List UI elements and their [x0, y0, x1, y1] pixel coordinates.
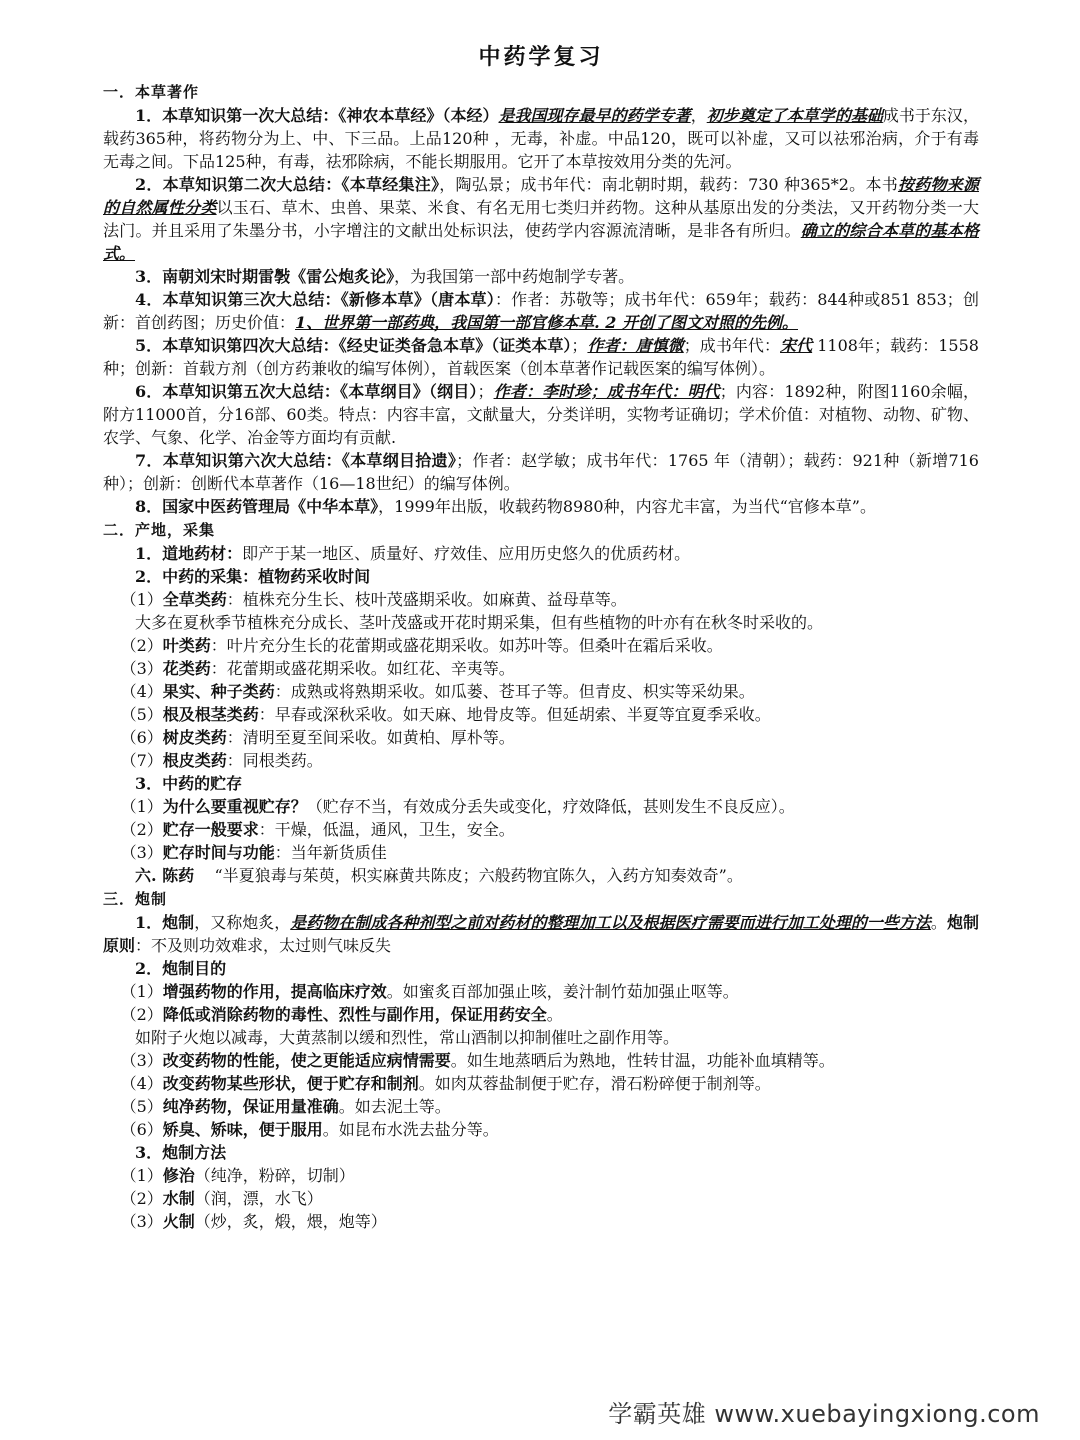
- paragraph-harvest-note: 大多在夏秋季节植株充分成长、茎叶茂盛或开花时期采集，但有些植物的叶亦有在秋冬时采收的。: [135, 613, 824, 632]
- list-item-method-1: （1）修治（纯净，粉碎，切制）: [120, 1166, 355, 1185]
- section-heading-2: 二．产地，采集: [103, 521, 216, 539]
- paragraph-1-1: 1．本草知识第一次大总结：《神农本草经》（本经）是我国现存最早的药学专著，初步奠定了本草学的基础成书于东汉，载药365种，将药物分为上、中、下三品。上品120种 ，无毒，补虚。中品120，既可以补虚，又可以祛邪治病，介于有毒无毒之间。下品125种，有毒，祛邪除病，不能长期服用。它开了本草按效用分类的先河。: [103, 106, 979, 171]
- list-item-method-2: （2）水制（润，漂，水飞）: [120, 1189, 323, 1208]
- list-item-storage-1: （1）为什么要重视贮存？（贮存不当，有效成分丢失或变化，疗效降低，甚则发生不良反应）。: [120, 797, 795, 816]
- list-item-purpose-4: （4）改变药物某些形状，便于贮存和制剂。如肉苁蓉盐制便于贮存，滑石粉碎便于制剂等。: [120, 1074, 771, 1093]
- document-body: [103, 80, 979, 1233]
- paragraph-purpose-note: 如附子火炮以减毒，大黄蒸制以缓和烈性，常山酒制以抑制催吐之副作用等。: [135, 1028, 680, 1047]
- footer-watermark: 学霸英雄 www.xuebayingxiong.com: [608, 1400, 1040, 1428]
- list-item-storage-3: （3）贮存时间与功能：当年新货质佳: [120, 843, 387, 862]
- list-item-purpose-5: （5）纯净药物，保证用量准确。如去泥土等。: [120, 1097, 451, 1116]
- list-item-harvest-7: （7）根皮类药：同根类药。: [120, 751, 323, 770]
- paragraph-1-6: 6．本草知识第五次大总结：《本草纲目》（纲目）；作者：李时珍；成书年代：明代；内容：1892种，附图1160余幅，附方11000首，分16部、60类。特点：内容丰富，文献量大，分类详明，实物考证确切；学术价值：对植物、动物、矿物、农学、气象、化学、冶金等方面均有贡献.: [103, 382, 979, 447]
- paragraph-3-3: 3．炮制方法: [135, 1143, 227, 1162]
- list-item-harvest-6: （6）树皮类药：清明至夏至间采收。如黄柏、厚朴等。: [120, 728, 515, 747]
- paragraph-1-5: 5．本草知识第四次大总结：《经史证类备急本草》（证类本草）；作者：唐慎微；成书年代：宋代 1108年；载药：1558种；创新：首载方剂（创方药兼收的编写体例），首载医案（创本草著作记载医案的编写体例）。: [103, 336, 979, 378]
- section-heading-1: 一．本草著作: [103, 83, 200, 101]
- paragraph-1-7: 7．本草知识第六次大总结：《本草纲目拾遗》；作者：赵学敏；成书年代：1765 年（清朝）；载药：921种（新增716种）；创新：创断代本草著作（16—18世纪）的编写体例。: [103, 451, 979, 493]
- paragraph-1-2: 2．本草知识第二次大总结：《本草经集注》，陶弘景；成书年代：南北朝时期，载药：730 种365*2。本书按药物来源的自然属性分类以玉石、草木、虫兽、果菜、米食、有名无用七类归并药物。这种从基原出发的分类法，又开药物分类一大法门。并且采用了朱墨分书，小字增注的文献出处标识法，使药学内容源流清晰，是非各有所归。确立的综合本草的基本格式。: [103, 175, 979, 263]
- list-item-harvest-5: （5）根及根茎类药：早春或深秋采收。如天麻、地骨皮等。但延胡索、半夏等宜夏季采收。: [120, 705, 771, 724]
- paragraph-2-1: 1．道地药材：即产于某一地区、质量好、疗效佳、应用历史悠久的优质药材。: [135, 544, 691, 563]
- page-title: 中药学复习: [478, 44, 604, 70]
- list-item-purpose-6: （6）矫臭、矫味，便于服用。如昆布水洗去盐分等。: [120, 1120, 499, 1139]
- paragraph-3-1: 1．炮制，又称炮炙，是药物在制成各种剂型之前对药材的整理加工以及根据医疗需要而进行加工处理的一些方法。炮制原则：不及则功效难求，太过则气味反失: [103, 913, 979, 955]
- list-item-harvest-1: （1）全草类药：植株充分生长、枝叶茂盛期采收。如麻黄、益母草等。: [120, 590, 627, 609]
- list-item-harvest-4: （4）果实、种子类药：成熟或将熟期采收。如瓜蒌、苍耳子等。但青皮、枳实等采幼果。: [120, 682, 755, 701]
- list-item-purpose-1: （1）增强药物的作用，提高临床疗效。如蜜炙百部加强止咳，姜汁制竹茹加强止呕等。: [120, 982, 739, 1001]
- paragraph-1-3: 3．南朝刘宋时期雷斅《雷公炮炙论》，为我国第一部中药炮制学专著。: [135, 267, 635, 286]
- list-item-storage-2: （2）贮存一般要求：干燥，低温，通风，卫生，安全。: [120, 820, 515, 839]
- list-item-harvest-3: （3）花类药：花蕾期或盛花期采收。如红花、辛夷等。: [120, 659, 515, 678]
- list-item-method-3: （3）火制（炒，炙，煅，煨，炮等）: [120, 1212, 387, 1231]
- paragraph-aged-herbs: 六. 陈药 “半夏狼毒与茱萸，枳实麻黄共陈皮；六般药物宜陈久，入药方知奏效奇”。: [135, 866, 743, 885]
- paragraph-2-3: 3．中药的贮存: [135, 774, 243, 793]
- paragraph-1-4: 4．本草知识第三次大总结：《新修本草》（唐本草）：作者：苏敬等；成书年代：659年；载药：844种或851 853；创新：首创药图；历史价值：1、世界第一部药典，我国第一部官修本草. 2 开创了图文对照的先例。: [103, 290, 980, 332]
- list-item-purpose-3: （3）改变药物的性能，使之更能适应病情需要。如生地蒸晒后为熟地，性转甘温，功能补血填精等。: [120, 1051, 835, 1070]
- paragraph-2-2: 2．中药的采集：植物药采收时间: [135, 567, 371, 586]
- section-heading-3: 三．炮制: [103, 890, 168, 908]
- paragraph-1-8: 8．国家中医药管理局《中华本草》，1999年出版，收载药物8980种，内容尤丰富，为当代“官修本草”。: [135, 497, 876, 516]
- list-item-harvest-2: （2）叶类药：叶片充分生长的花蕾期或盛花期采收。如苏叶等。但桑叶在霜后采收。: [120, 636, 723, 655]
- list-item-purpose-2: （2）降低或消除药物的毒性、烈性与副作用，保证用药安全。: [120, 1005, 563, 1024]
- paragraph-3-2: 2．炮制目的: [135, 959, 227, 978]
